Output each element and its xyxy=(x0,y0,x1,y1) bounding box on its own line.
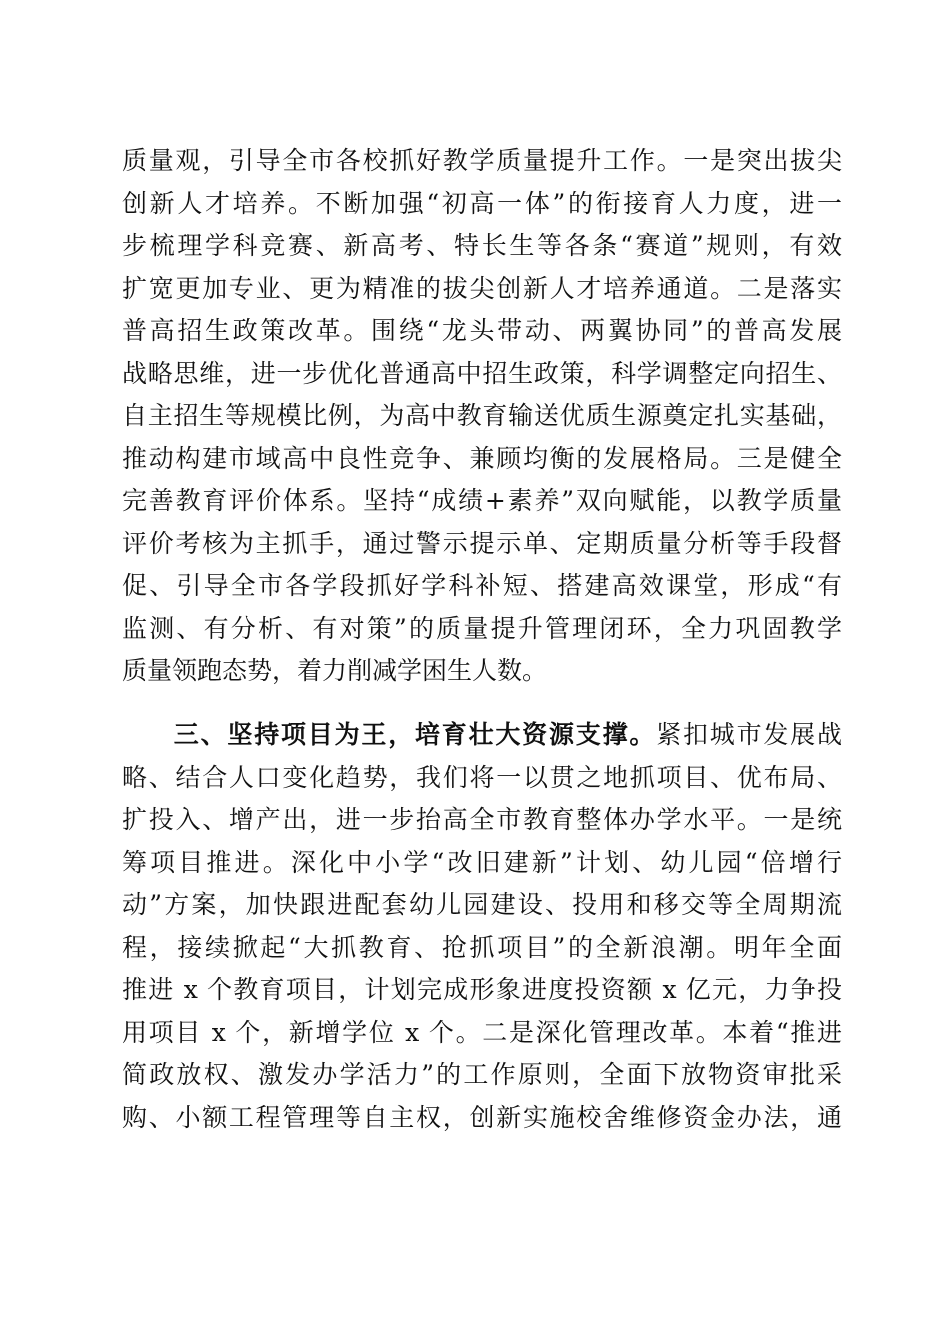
text-line: 战略思维，进一步优化普通高中招生政策，科学调整定向招生、 xyxy=(122,358,842,388)
heading-line-rest: 紧扣城市发展战 xyxy=(656,720,842,749)
text-line: 创新人才培养。不断加强“初高一体”的衔接育人力度，进一 xyxy=(122,188,842,218)
text-line: 扩宽更加专业、更为精准的拔尖创新人才培养通道。二是落实 xyxy=(122,273,842,303)
paragraph-projects xyxy=(122,714,842,1139)
text-line: 完善教育评价体系。坚持“成绩+素养”双向赋能，以教学质量 xyxy=(122,486,842,515)
text-line: 筹项目推进。深化中小学“改旧建新”计划、幼儿园“倍增行 xyxy=(122,847,842,877)
text-line: 自主招生等规模比例，为高中教育输送优质生源奠定扎实基础， xyxy=(122,401,842,430)
text-line: 扩投入、增产出，进一步抬高全市教育整体办学水平。一是统 xyxy=(122,805,842,834)
text-line: 动”方案，加快跟进配套幼儿园建设、投用和移交等全周期流 xyxy=(122,890,842,919)
text-line: 简政放权、激发办学活力”的工作原则，全面下放物资审批采 xyxy=(122,1060,842,1089)
text-line: 推进 x 个教育项目，计划完成形象进度投资额 x 亿元，力争投 xyxy=(122,975,842,1004)
text-line: 监测、有分析、有对策”的质量提升管理闭环，全力巩固教学 xyxy=(122,613,842,643)
paragraph-quality xyxy=(122,140,842,693)
heading-line xyxy=(122,714,842,757)
text-line: 质量领跑态势，着力削减学困生人数。 xyxy=(122,656,548,685)
text-line: 略、结合人口变化趋势，我们将一以贯之地抓项目、优布局、 xyxy=(122,762,842,792)
text-line: 普高招生政策改革。围绕“龙头带动、两翼协同”的普高发展 xyxy=(122,316,842,345)
text-line: 质量观，引导全市各校抓好教学质量提升工作。一是突出拔尖 xyxy=(122,146,842,175)
text-line: 评价考核为主抓手，通过警示提示单、定期质量分析等手段督 xyxy=(122,528,842,558)
text-line: 促、引导全市各学段抓好学科补短、搭建高效课堂，形成“有 xyxy=(122,571,842,600)
text-line: 步梳理学科竞赛、新高考、特长生等各条“赛道”规则，有效 xyxy=(122,231,842,260)
section-heading: 三、坚持项目为王，培育壮大资源支撑。 xyxy=(172,720,657,749)
text-line: 购、小额工程管理等自主权，创新实施校舍维修资金办法，通 xyxy=(122,1102,842,1132)
text-line: 推动构建市域高中良性竞争、兼顾均衡的发展格局。三是健全 xyxy=(122,443,842,473)
text-line: 程，接续掀起“大抓教育、抢抓项目”的全新浪潮。明年全面 xyxy=(122,932,842,962)
text-line: 用项目 x 个，新增学位 x 个。二是深化管理改革。本着“推进 xyxy=(122,1017,842,1047)
